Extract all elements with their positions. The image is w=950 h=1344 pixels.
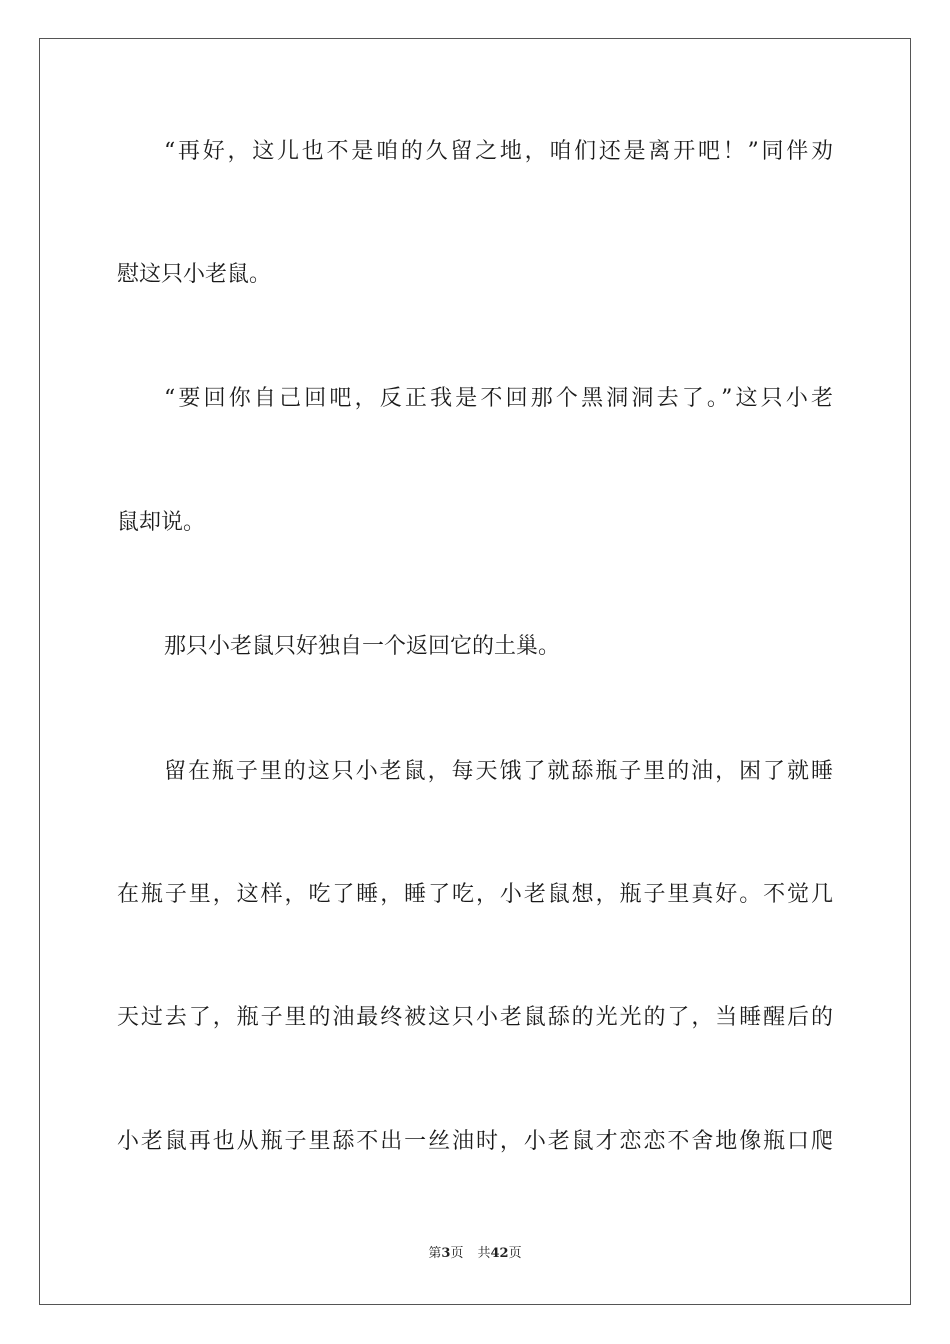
text-line-4: 鼠却说。: [117, 510, 206, 535]
text-line-5: 那只小老鼠只好独自一个返回它的土巢。: [164, 634, 561, 659]
text-line-6: 留在瓶子里的这只小老鼠，每天饿了就舔瓶子里的油，困了就睡: [164, 759, 833, 784]
text-line-9: 小老鼠再也从瓶子里舔不出一丝油时，小老鼠才恋恋不舍地像瓶口爬: [117, 1129, 833, 1154]
text-line-3: “要回你自己回吧，反正我是不回那个黑洞洞去了。”这只小老: [164, 386, 833, 411]
total-label-suffix: 页: [508, 1246, 522, 1261]
page-border: [39, 38, 911, 1305]
total-pages: 42: [490, 1246, 509, 1261]
page-footer: [0, 1245, 950, 1263]
text-line-8: 天过去了，瓶子里的油最终被这只小老鼠舔的光光的了，当睡醒后的: [117, 1005, 833, 1030]
text-line-1: “再好，这儿也不是咱的久留之地，咱们还是离开吧！”同伴劝: [164, 139, 833, 164]
page-number: 3: [441, 1246, 451, 1261]
text-line-7: 在瓶子里，这样，吃了睡，睡了吃，小老鼠想，瓶子里真好。不觉几: [117, 882, 833, 907]
text-line-2: 慰这只小老鼠。: [117, 262, 272, 287]
page-label-prefix: 第: [428, 1246, 442, 1261]
page-label-suffix: 页: [450, 1246, 464, 1261]
total-label-prefix: 共: [477, 1246, 491, 1261]
